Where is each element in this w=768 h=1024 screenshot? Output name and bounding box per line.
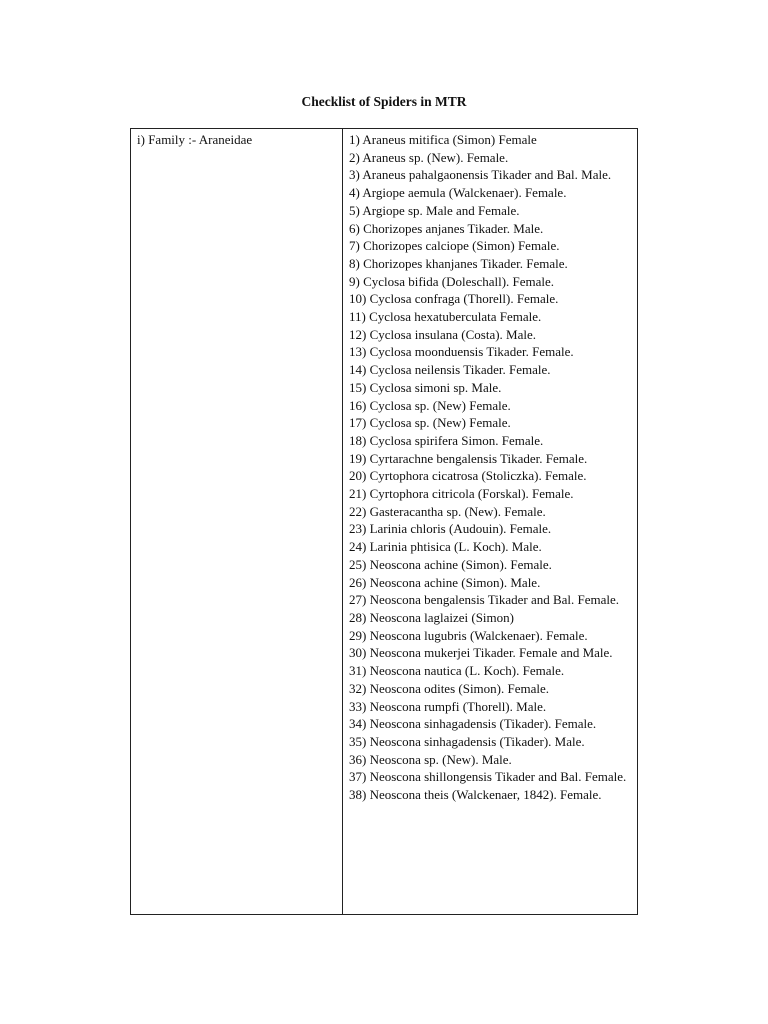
species-item: 28) Neoscona laglaizei (Simon): [349, 609, 514, 625]
species-item: 29) Neoscona lugubris (Walckenaer). Female.: [349, 627, 588, 643]
species-item: 2) Araneus sp. (New). Female.: [349, 149, 509, 165]
species-item: 4) Argiope aemula (Walckenaer). Female.: [349, 185, 567, 201]
species-item: 1) Araneus mitifica (Simon) Female: [349, 132, 537, 147]
species-item: 6) Chorizopes anjanes Tikader. Male.: [349, 220, 544, 236]
species-item: 15) Cyclosa simoni sp. Male.: [349, 379, 502, 395]
species-item: 24) Larinia phtisica (L. Koch). Male.: [349, 539, 542, 555]
species-item: 31) Neoscona nautica (L. Koch). Female.: [349, 663, 565, 679]
species-item: 23) Larinia chloris (Audouin). Female.: [349, 521, 552, 537]
species-item: 34) Neoscona sinhagadensis (Tikader). Female.: [349, 716, 597, 732]
species-item: 21) Cyrtophora citricola (Forskal). Female.: [349, 486, 574, 502]
species-item: 14) Cyclosa neilensis Tikader. Female.: [349, 362, 551, 378]
species-item: 3) Araneus pahalgaonensis Tikader and Bal. Male.: [349, 167, 612, 183]
species-item: 32) Neoscona odites (Simon). Female.: [349, 680, 550, 696]
species-item: 8) Chorizopes khanjanes Tikader. Female.: [349, 255, 568, 271]
species-item: 9) Cyclosa bifida (Doleschall). Female.: [349, 273, 555, 289]
species-item: 7) Chorizopes calciope (Simon) Female.: [349, 238, 560, 254]
species-item: 33) Neoscona rumpfi (Thorell). Male.: [349, 698, 547, 714]
species-item: 26) Neoscona achine (Simon). Male.: [349, 574, 541, 590]
species-item: 16) Cyclosa sp. (New) Female.: [349, 397, 511, 413]
family-cell: i) Family :- Araneidae: [131, 129, 343, 914]
page-title: Checklist of Spiders in MTR: [301, 94, 467, 109]
species-item: 12) Cyclosa insulana (Costa). Male.: [349, 326, 537, 342]
species-item: 38) Neoscona theis (Walckenaer, 1842). Female.: [349, 787, 602, 803]
species-item: 36) Neoscona sp. (New). Male.: [349, 751, 512, 767]
species-item: 30) Neoscona mukerjei Tikader. Female and Male.: [349, 645, 613, 661]
species-item: 22) Gasteracantha sp. (New). Female.: [349, 503, 546, 519]
species-item: 18) Cyclosa spirifera Simon. Female.: [349, 432, 544, 448]
species-item: 10) Cyclosa confraga (Thorell). Female.: [349, 291, 559, 307]
checklist-table: [130, 128, 638, 915]
species-item: 17) Cyclosa sp. (New) Female.: [349, 415, 511, 431]
species-item: 11) Cyclosa hexatuberculata Female.: [349, 309, 542, 325]
species-item: 13) Cyclosa moonduensis Tikader. Female.: [349, 344, 574, 360]
species-item: 19) Cyrtarachne bengalensis Tikader. Female.: [349, 450, 588, 466]
species-list: [349, 131, 631, 804]
species-cell: [343, 129, 637, 914]
species-item: 35) Neoscona sinhagadensis (Tikader). Male.: [349, 733, 585, 749]
species-item: 5) Argiope sp. Male and Female.: [349, 202, 520, 218]
species-item: 25) Neoscona achine (Simon). Female.: [349, 556, 552, 572]
species-item: 20) Cyrtophora cicatrosa (Stoliczka). Female.: [349, 468, 587, 484]
species-item: 37) Neoscona shillongensis Tikader and Bal. Female.: [349, 769, 627, 785]
species-item: 27) Neoscona bengalensis Tikader and Bal. Female.: [349, 592, 620, 608]
